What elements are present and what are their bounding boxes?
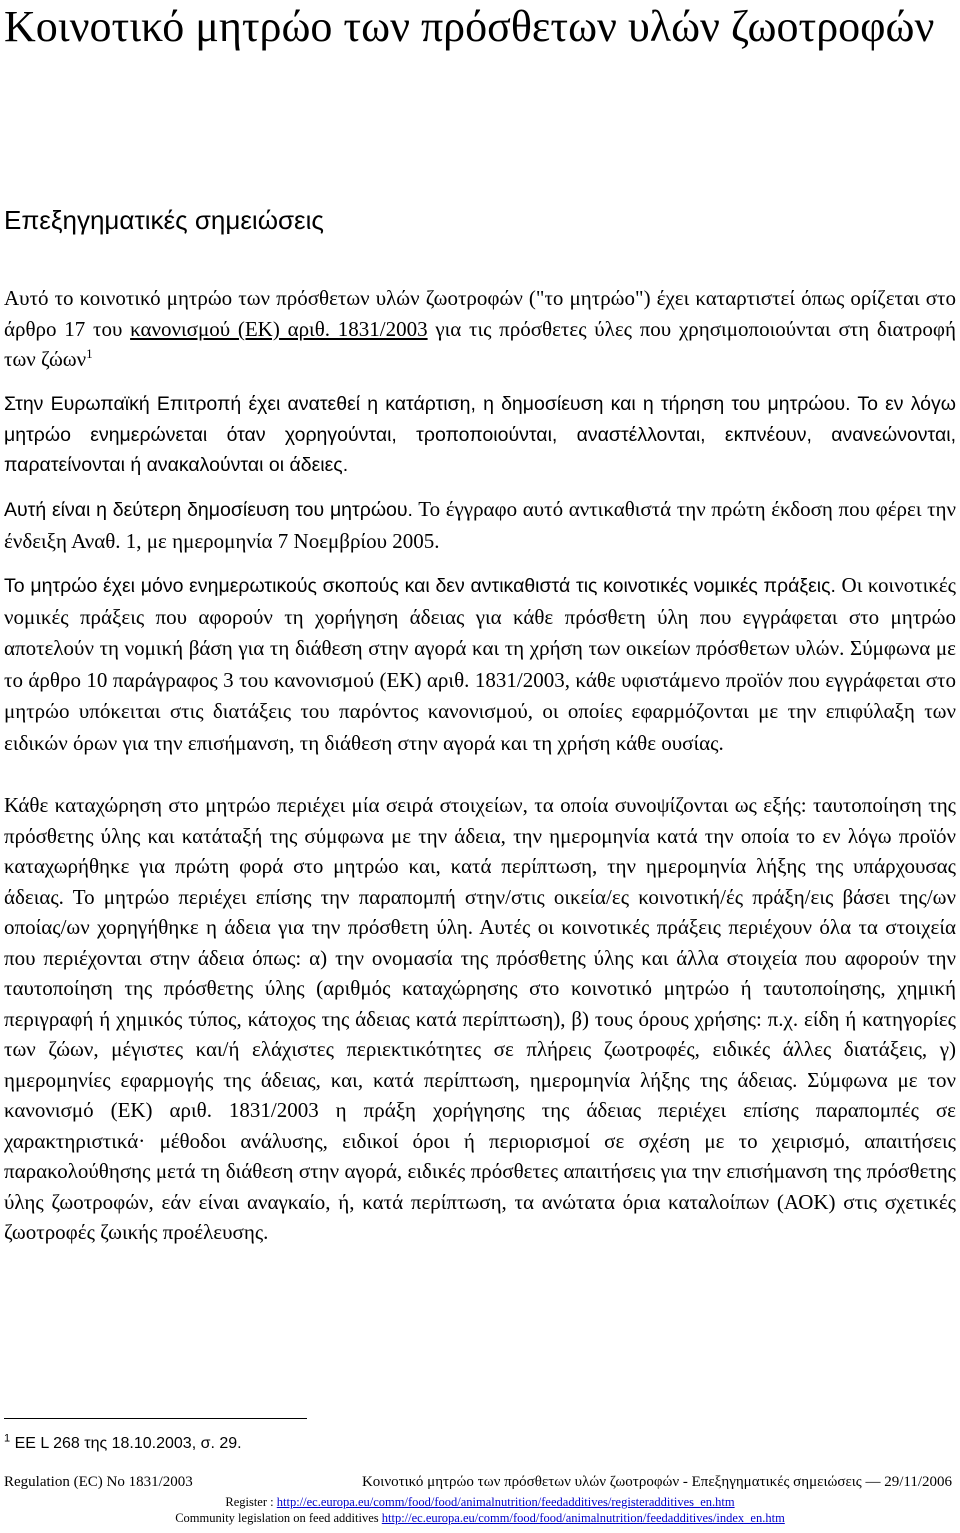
- footer-header-row: [4, 1473, 952, 1491]
- paragraph-legal-basis: [4, 570, 956, 759]
- paragraph-text: Αυτό το κοινοτικό μητρώο των πρόσθετων υλών ζωοτροφών ("το μητρώο") έχει καταρτιστεί όπως ορίζεται στο άρθρο 17 του: [4, 286, 956, 341]
- section-heading: Επεξηγηματικές σημειώσεις: [4, 205, 324, 235]
- footer-register-label: Register :: [225, 1495, 277, 1509]
- footnote-marker: 1: [4, 1432, 11, 1445]
- footnote: [4, 1433, 242, 1455]
- paragraph-entries: Κάθε καταχώρηση στο μητρώο περιέχει μία σειρά στοιχείων, τα οποία συνοψίζονται ως εξής: ταυτοποίηση της πρόσθετης ύλης και κατάταξή της σύμφωνα με την άδεια, την ημερομηνία κατά την οποία το εν λόγω προϊόν καταχωρήθηκε για πρώτη φορά στο μητρώο και, κατά περίπτωση, την ημερομηνία λήξης της υπάρχουσας άδειας. Το μητρώο περιέχει επίσης την παραπομπή στην/στις οικεία/ες κοινοτική/ές πράξη/εις βάσει της/ων οποίας/ων χορηγήθηκε η άδεια για την πρόσθετη ύλη. Αυτές οι κοινοτικές πράξεις περιέχουν όλα τα στοιχεία που περιέχονται στην άδεια όπως: α) την ονομασία της πρόσθετης ύλης και άλλα στοιχεία που αφορούν την ταυτοποίηση της πρόσθετης ύλης (αριθμός καταχώρησης στο κοινοτικό μητρώο ή ταυτοποίησης, χημική περιγραφή ή χημικός τύπος, κάτοχος της άδειας κατά περίπτωση), β) τους όρους χρήσης: π.χ. είδη ή κατηγορίες των ζώων, μέγιστες και/ή ελάχιστες περιεκτικότητες σε πλήρεις ζωοτροφές, ειδικές άλλες διατάξεις, γ) ημερομηνίες εφαρμογής της άδειας, και, κατά περίπτωση, ημερομηνία λήξης της άδειας. Σύμφωνα με τον κανονισμό (ΕΚ) αριθ. 1831/2003 η πράξη χορήγησης της άδειας περιέχει επίσης παραπομπές σε χαρακτηριστικά· μέθοδοι ανάλυσης, ειδικοί όροι ή περιορισμοί σε σχέση με το χειρισμό, απαιτήσεις παρακολούθησης μετά τη διάθεση στην αγορά, ειδικές πρόσθετες απαιτήσεις για την επισήμανση της πρόσθετης ύλης ζωοτροφών, εάν είναι αναγκαίο, ή, κατά περίπτωση, τα ανώτατα όρια καταλοίπων (ΑΟΚ) στις σχετικές ζωοτροφές ζωικής προέλευσης.: [4, 793, 956, 1244]
- paragraph-edition: [4, 494, 956, 557]
- paragraph-text: για τις πρόσθετες ύλες που χρησιμοποιούνται στη διατροφή των ζώων: [4, 316, 956, 371]
- footer-regulation: Regulation (EC) No 1831/2003: [4, 1474, 193, 1490]
- footnote-text: ΕΕ L 268 της 18.10.2003, σ. 29.: [10, 1435, 242, 1452]
- footer-register-row: [0, 1494, 960, 1510]
- footer-legislation-label: Community legislation on feed additives: [175, 1511, 382, 1525]
- paragraph-text: Το μητρώο έχει μόνο ενημερωτικούς σκοπούς και δεν αντικαθιστά τις κοινοτικές νομικές πράξεις.: [4, 575, 836, 597]
- paragraph-text: Το έγγραφο αυτό αντικαθιστά την πρώτη έκδοση που φέρει την ένδειξη Αναθ. 1, με ημερομηνία 7 Νοεμβρίου 2005.: [4, 497, 956, 553]
- legislation-link[interactable]: http://ec.europa.eu/comm/food/food/animalnutrition/feedadditives/index_en.htm: [381, 1511, 785, 1525]
- paragraph-text: Οι κοινοτικές νομικές πράξεις που αφορούν τη χορήγηση άδειας για κάθε πρόσθετη ύλη που εγγράφεται στο μητρώο αποτελούν τη νομική βάση για τη διάθεση στην αγορά και τη χρήση των οικείων πρόσθετων υλών. Σύμφωνα με το άρθρο 10 παράγραφος 3 του κανονισμού (ΕΚ) αριθ. 1831/2003, κάθε υφιστάμενο προϊόν που εγγράφεται στο μητρώο υπόκειται στις διατάξεις του παρόντος κανονισμού, οι οποίες εφαρμόζονται με την επιφύλαξη των ειδικών όρων για την επισήμανση, τη διάθεση στην αγορά και τη χρήση κάθε ουσίας.: [4, 573, 956, 755]
- regulation-link[interactable]: κανονισμού (ΕΚ) αριθ. 1831/2003: [130, 316, 428, 341]
- document-title: Κοινοτικό μητρώο των πρόσθετων υλών ζωοτροφών: [4, 2, 935, 51]
- footnote-reference[interactable]: 1: [86, 346, 93, 361]
- paragraph-text: Αυτή είναι η δεύτερη δημοσίευση του μητρώου.: [4, 499, 413, 521]
- footer-legislation-row: [0, 1510, 960, 1526]
- register-link[interactable]: http://ec.europa.eu/comm/food/food/animalnutrition/feedadditives/registeradditives_en.htm: [276, 1495, 735, 1509]
- paragraph-commission: Στην Ευρωπαϊκή Επιτροπή έχει ανατεθεί η κατάρτιση, η δημοσίευση και η τήρηση του μητρώου. Το εν λόγω μητρώο ενημερώνεται όταν χορηγούνται, τροποποιούνται, αναστέλλονται, εκπνέουν, ανανεώνονται, παρατείνονται ή ανακαλούνται οι άδειες.: [4, 393, 956, 476]
- paragraph-intro: [4, 283, 956, 375]
- footnote-separator: [4, 1418, 307, 1419]
- footer-document-title: Κοινοτικό μητρώο των πρόσθετων υλών ζωοτροφών - Επεξηγηματικές σημειώσεις — 29/11/2006: [361, 1474, 952, 1490]
